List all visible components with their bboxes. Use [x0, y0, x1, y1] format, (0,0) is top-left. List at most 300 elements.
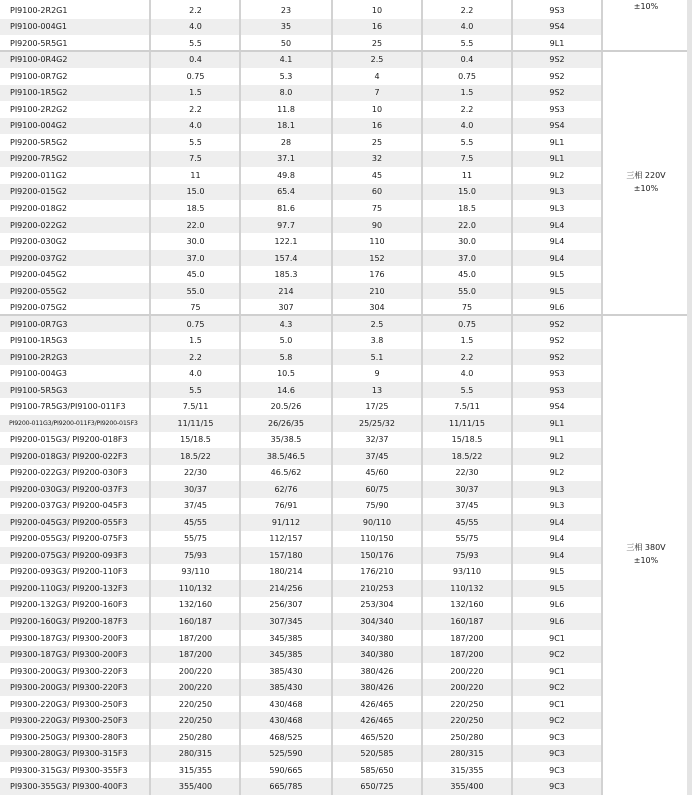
frame-cell: 9L4 — [549, 550, 565, 560]
power-cell: 5.5 — [189, 38, 202, 48]
frame-cell: 9L4 — [549, 237, 565, 247]
input-current-cell: 35 — [280, 22, 292, 32]
output-current-cell: 426/465 — [360, 716, 394, 726]
output-current-cell: 4 — [374, 71, 380, 81]
output-current-cell: 7 — [374, 88, 380, 98]
motor-power-cell: 280/315 — [450, 749, 484, 759]
power-cell: 18.5 — [186, 203, 205, 213]
frame-cell: 9S2 — [549, 319, 565, 329]
output-current-cell: 16 — [371, 22, 383, 32]
power-cell: 0.75 — [186, 319, 205, 329]
output-current-cell: 45 — [371, 170, 383, 180]
tolerance-label: ±10% — [633, 2, 659, 11]
frame-cell: 9L4 — [549, 220, 565, 230]
frame-cell: 9L6 — [549, 303, 565, 313]
output-current-cell: 380/426 — [360, 683, 394, 693]
motor-power-cell: 5.5 — [460, 137, 474, 147]
frame-cell: 9L4 — [549, 253, 565, 263]
model-cell: PI9300-200G3/ PI9300-220F3 — [10, 683, 128, 693]
frame-cell: 9S4 — [549, 22, 565, 32]
input-current-cell: 214/256 — [269, 583, 303, 593]
input-current-cell: 385/430 — [269, 666, 303, 676]
power-cell: 187/200 — [178, 650, 213, 660]
input-current-cell: 20.5/26 — [270, 402, 302, 412]
output-current-cell: 25 — [371, 137, 383, 147]
motor-power-cell: 200/220 — [450, 666, 484, 676]
motor-power-cell: 0.4 — [460, 55, 474, 65]
output-current-cell: 25 — [371, 38, 383, 48]
input-current-cell: 307/345 — [269, 616, 303, 626]
power-cell: 4.0 — [189, 121, 202, 131]
model-cell: PI9200-037G2 — [10, 253, 67, 263]
motor-power-cell: 5.5 — [460, 385, 474, 395]
power-cell: 37.0 — [186, 253, 205, 263]
frame-cell: 9S2 — [549, 88, 565, 98]
frame-cell: 9L5 — [549, 270, 565, 280]
column-divider — [421, 0, 423, 795]
frame-cell: 9C3 — [549, 749, 565, 759]
frame-cell: 9S2 — [549, 336, 565, 346]
power-cell: 7.5/11 — [182, 402, 209, 412]
power-cell: 4.0 — [189, 369, 202, 379]
input-current-cell: 46.5/62 — [270, 468, 302, 478]
model-cell: PI9100-0R7G3 — [10, 319, 68, 329]
output-current-cell: 37/45 — [365, 451, 389, 461]
power-cell: 75 — [190, 303, 201, 313]
input-current-cell: 26/26/35 — [268, 418, 304, 428]
group-divider — [0, 314, 692, 316]
model-cell: PI9100-2R2G3 — [10, 352, 68, 362]
frame-cell: 9L3 — [549, 187, 565, 197]
motor-power-cell: 18.5 — [458, 203, 476, 213]
motor-power-cell: 30.0 — [458, 237, 476, 247]
output-current-cell: 10 — [371, 5, 383, 15]
power-cell: 55/75 — [183, 534, 208, 544]
frame-cell: 9L4 — [549, 534, 565, 544]
power-cell: 220/250 — [178, 716, 213, 726]
model-cell: PI9200-011G3/PI9200-011F3/PI9200-015F3 — [9, 419, 138, 427]
power-cell: 45/55 — [183, 517, 208, 527]
motor-power-cell: 30/37 — [455, 484, 479, 494]
input-current-cell: 180/214 — [269, 567, 303, 577]
model-cell: PI9200-015G3/ PI9200-018F3 — [10, 435, 128, 445]
power-cell: 7.5 — [189, 154, 202, 164]
model-cell: PI9200-7R5G2 — [10, 154, 68, 164]
input-current-cell: 157/180 — [269, 550, 303, 560]
power-cell: 45.0 — [186, 270, 205, 280]
power-cell: 15/18.5 — [180, 435, 211, 445]
input-current-cell: 62/76 — [274, 484, 298, 494]
model-cell: PI9100-2R2G1 — [10, 5, 68, 15]
power-cell: 0.75 — [186, 71, 205, 81]
frame-cell: 9L5 — [549, 583, 565, 593]
model-cell: PI9200-045G2 — [10, 270, 67, 280]
motor-power-cell: 187/200 — [450, 650, 484, 660]
model-cell: PI9100-0R7G2 — [10, 71, 68, 81]
frame-cell: 9L3 — [549, 203, 565, 213]
input-current-cell: 430/468 — [269, 699, 303, 709]
power-cell: 11/11/15 — [177, 418, 214, 428]
frame-cell: 9L3 — [549, 501, 565, 511]
motor-power-cell: 2.2 — [460, 352, 474, 362]
input-current-cell: 4.3 — [279, 319, 293, 329]
model-cell: PI9200-037G3/ PI9200-045F3 — [10, 501, 128, 511]
frame-cell: 9L2 — [549, 451, 565, 461]
power-cell: 187/200 — [178, 633, 213, 643]
motor-power-cell: 45/55 — [455, 517, 479, 527]
model-cell: PI9100-7R5G3/PI9100-011F3 — [10, 402, 126, 412]
output-current-cell: 110 — [369, 237, 385, 247]
input-current-cell: 5.8 — [279, 352, 293, 362]
output-current-cell: 2.5 — [370, 319, 384, 329]
output-current-cell: 380/426 — [360, 666, 394, 676]
power-cell: 55.0 — [186, 286, 205, 296]
input-current-cell: 23 — [280, 5, 292, 15]
model-cell: PI9100-1R5G2 — [10, 88, 68, 98]
frame-cell: 9C3 — [549, 732, 565, 742]
power-cell: 250/280 — [178, 732, 213, 742]
group-divider — [0, 50, 692, 52]
output-current-cell: 340/380 — [360, 633, 394, 643]
model-cell: PI9200-030G3/ PI9200-037F3 — [10, 484, 128, 494]
model-cell: PI9200-5R5G1 — [10, 38, 68, 48]
input-current-cell: 97.7 — [277, 220, 295, 230]
frame-cell: 9L1 — [549, 435, 565, 445]
frame-cell: 9C1 — [549, 666, 565, 676]
frame-cell: 9S3 — [549, 369, 565, 379]
input-current-cell: 122.1 — [274, 237, 298, 247]
frame-cell: 9S3 — [549, 385, 565, 395]
model-cell: PI9300-315G3/ PI9300-355F3 — [10, 765, 128, 775]
frame-cell: 9C1 — [549, 699, 565, 709]
power-cell: 160/187 — [178, 616, 213, 626]
output-current-cell: 253/304 — [360, 600, 394, 610]
model-cell: PI9200-055G3/ PI9200-075F3 — [10, 534, 128, 544]
model-cell: PI9100-004G1 — [10, 22, 67, 32]
input-current-cell: 345/385 — [269, 650, 303, 660]
input-current-cell: 4.1 — [279, 55, 293, 65]
model-cell: PI9100-0R4G2 — [10, 55, 68, 65]
frame-cell: 9S3 — [549, 5, 565, 15]
motor-power-cell: 22.0 — [458, 220, 476, 230]
output-current-cell: 650/725 — [360, 782, 394, 792]
frame-cell: 9C2 — [549, 683, 565, 693]
model-cell: PI9100-1R5G3 — [10, 336, 68, 346]
motor-power-cell: 1.5 — [460, 88, 474, 98]
input-current-cell: 112/157 — [269, 534, 303, 544]
power-cell: 93/110 — [181, 567, 210, 577]
frame-cell: 9L2 — [549, 170, 565, 180]
input-current-cell: 35/38.5 — [270, 435, 302, 445]
frame-cell: 9L1 — [549, 38, 565, 48]
model-cell: PI9200-055G2 — [10, 286, 67, 296]
power-cell: 1.5 — [189, 88, 202, 98]
model-cell: PI9300-250G3/ PI9300-280F3 — [10, 732, 128, 742]
power-cell: 2.2 — [189, 5, 202, 15]
input-current-cell: 91/112 — [271, 517, 301, 527]
model-cell: PI9300-220G3/ PI9300-250F3 — [10, 699, 128, 709]
model-cell: PI9300-187G3/ PI9300-200F3 — [10, 650, 128, 660]
motor-power-cell: 7.5/11 — [454, 402, 480, 412]
output-current-cell: 17/25 — [365, 402, 389, 412]
frame-cell: 9L4 — [549, 517, 565, 527]
input-current-cell: 5.0 — [279, 336, 293, 346]
motor-power-cell: 37/45 — [455, 501, 479, 511]
frame-cell: 9L1 — [549, 137, 565, 147]
power-cell: 200/220 — [178, 683, 213, 693]
power-cell: 220/250 — [178, 699, 213, 709]
input-current-cell: 18.1 — [277, 121, 295, 131]
motor-power-cell: 75 — [461, 303, 473, 313]
frame-cell: 9L6 — [549, 600, 565, 610]
column-divider — [149, 0, 151, 795]
motor-power-cell: 220/250 — [450, 699, 484, 709]
output-current-cell: 10 — [371, 104, 383, 114]
power-cell: 1.5 — [189, 336, 202, 346]
input-current-cell: 76/91 — [274, 501, 298, 511]
output-current-cell: 520/585 — [360, 749, 394, 759]
output-current-cell: 2.5 — [370, 55, 384, 65]
input-current-cell: 38.5/46.5 — [266, 451, 306, 461]
input-current-cell: 81.6 — [277, 203, 295, 213]
frame-cell: 9C2 — [549, 716, 565, 726]
motor-power-cell: 11 — [461, 170, 473, 180]
frame-cell: 9S2 — [549, 55, 565, 65]
frame-cell: 9L6 — [549, 616, 565, 626]
model-cell: PI9300-355G3/ PI9300-400F3 — [10, 782, 128, 792]
power-cell: 5.5 — [189, 385, 202, 395]
input-current-cell: 65.4 — [277, 187, 295, 197]
power-cell: 4.0 — [189, 22, 202, 32]
model-cell: PI9200-110G3/ PI9200-132F3 — [10, 583, 128, 593]
power-cell: 132/160 — [178, 600, 213, 610]
model-cell: PI9100-004G3 — [10, 369, 67, 379]
frame-cell: 9C2 — [549, 650, 565, 660]
output-current-cell: 60 — [371, 187, 383, 197]
power-cell: 2.2 — [189, 104, 202, 114]
output-current-cell: 45/60 — [365, 468, 389, 478]
output-current-cell: 75/90 — [365, 501, 389, 511]
frame-cell: 9C3 — [549, 765, 565, 775]
power-cell: 11 — [190, 170, 201, 180]
column-divider — [239, 0, 241, 795]
model-cell: PI9300-200G3/ PI9300-220F3 — [10, 666, 128, 676]
power-cell: 18.5/22 — [180, 451, 211, 461]
frame-cell: 9L5 — [549, 567, 565, 577]
power-cell: 315/355 — [178, 765, 213, 775]
output-current-cell: 90/110 — [362, 517, 392, 527]
power-cell: 200/220 — [178, 666, 213, 676]
power-cell: 30/37 — [183, 484, 208, 494]
motor-power-cell: 37.0 — [458, 253, 476, 263]
frame-cell: 9L5 — [549, 286, 565, 296]
power-cell: 280/315 — [178, 749, 213, 759]
tolerance-label: ±10% — [633, 555, 659, 565]
motor-power-cell: 7.5 — [460, 154, 474, 164]
motor-power-cell: 75/93 — [455, 550, 479, 560]
power-cell: 75/93 — [183, 550, 208, 560]
voltage-group-label — [605, 51, 687, 314]
motor-power-cell: 2.2 — [460, 5, 474, 15]
output-current-cell: 210 — [369, 286, 385, 296]
motor-power-cell: 187/200 — [450, 633, 484, 643]
motor-power-cell: 0.75 — [458, 71, 476, 81]
motor-power-cell: 0.75 — [458, 319, 476, 329]
output-current-cell: 152 — [369, 253, 385, 263]
motor-power-cell: 15.0 — [458, 187, 476, 197]
input-current-cell: 10.5 — [277, 369, 295, 379]
input-current-cell: 468/525 — [269, 732, 303, 742]
right-border — [687, 0, 692, 795]
frame-cell: 9L3 — [549, 484, 565, 494]
power-cell: 37/45 — [183, 501, 208, 511]
model-cell: PI9200-132G3/ PI9200-160F3 — [10, 600, 128, 610]
motor-power-cell: 2.2 — [460, 104, 474, 114]
power-cell: 22.0 — [186, 220, 205, 230]
input-current-cell: 5.3 — [279, 71, 293, 81]
output-current-cell: 465/520 — [360, 732, 394, 742]
input-current-cell: 430/468 — [269, 716, 303, 726]
motor-power-cell: 93/110 — [452, 567, 482, 577]
model-cell: PI9200-093G3/ PI9200-110F3 — [10, 567, 128, 577]
voltage-group-label — [605, 0, 687, 50]
output-current-cell: 176 — [369, 270, 385, 280]
output-current-cell: 9 — [374, 369, 380, 379]
tolerance-label: ±10% — [633, 184, 659, 194]
column-divider — [511, 0, 513, 795]
motor-power-cell: 110/132 — [450, 583, 484, 593]
model-cell: PI9200-5R5G2 — [10, 137, 68, 147]
frame-cell: 9S3 — [549, 104, 565, 114]
model-cell: PI9200-022G2 — [10, 220, 67, 230]
motor-power-cell: 11/11/15 — [449, 418, 485, 428]
model-cell: PI9200-018G2 — [10, 203, 67, 213]
input-current-cell: 214 — [278, 286, 294, 296]
input-current-cell: 525/590 — [269, 749, 303, 759]
motor-power-cell: 55/75 — [455, 534, 479, 544]
output-current-cell: 25/25/32 — [359, 418, 395, 428]
motor-power-cell: 1.5 — [460, 336, 474, 346]
input-current-cell: 345/385 — [269, 633, 303, 643]
input-current-cell: 590/665 — [269, 765, 303, 775]
model-cell: PI9300-220G3/ PI9300-250F3 — [10, 716, 128, 726]
output-current-cell: 304 — [369, 303, 385, 313]
output-current-cell: 3.8 — [370, 336, 384, 346]
motor-power-cell: 15/18.5 — [451, 435, 483, 445]
motor-power-cell: 55.0 — [458, 286, 476, 296]
motor-power-cell: 220/250 — [450, 716, 484, 726]
frame-cell: 9S4 — [549, 121, 565, 131]
frame-cell: 9C1 — [549, 633, 565, 643]
model-cell: PI9200-022G3/ PI9200-030F3 — [10, 468, 128, 478]
model-cell: PI9300-187G3/ PI9300-200F3 — [10, 633, 128, 643]
input-current-cell: 256/307 — [269, 600, 303, 610]
output-current-cell: 16 — [371, 121, 383, 131]
model-cell: PI9200-018G3/ PI9200-022F3 — [10, 451, 128, 461]
motor-power-cell: 45.0 — [458, 270, 476, 280]
input-current-cell: 8.0 — [279, 88, 293, 98]
output-current-cell: 32 — [371, 154, 383, 164]
output-current-cell: 60/75 — [365, 484, 389, 494]
frame-cell: 9C3 — [549, 782, 565, 792]
input-current-cell: 307 — [278, 303, 294, 313]
output-current-cell: 90 — [371, 220, 383, 230]
power-cell: 355/400 — [178, 782, 213, 792]
motor-power-cell: 355/400 — [450, 782, 484, 792]
column-divider — [331, 0, 333, 795]
output-current-cell: 13 — [371, 385, 383, 395]
output-current-cell: 5.1 — [370, 352, 384, 362]
voltage-group-label — [605, 315, 687, 793]
motor-power-cell: 4.0 — [460, 121, 474, 131]
power-cell: 30.0 — [186, 237, 205, 247]
model-cell: PI9100-5R5G3 — [10, 385, 68, 395]
motor-power-cell: 22/30 — [455, 468, 479, 478]
frame-cell: 9S4 — [549, 402, 565, 412]
frame-cell: 9L1 — [549, 154, 565, 164]
frame-cell: 9L1 — [549, 418, 565, 428]
output-current-cell: 110/150 — [360, 534, 394, 544]
input-current-cell: 11.8 — [277, 104, 295, 114]
model-cell: PI9100-004G2 — [10, 121, 67, 131]
input-current-cell: 37.1 — [277, 154, 295, 164]
motor-power-cell: 4.0 — [460, 369, 474, 379]
input-current-cell: 665/785 — [269, 782, 303, 792]
motor-power-cell: 5.5 — [460, 38, 474, 48]
power-cell: 5.5 — [189, 137, 202, 147]
frame-cell: 9L2 — [549, 468, 565, 478]
column-divider — [601, 0, 603, 795]
input-current-cell: 49.8 — [277, 170, 295, 180]
power-cell: 110/132 — [178, 583, 213, 593]
power-cell: 22/30 — [183, 468, 208, 478]
power-cell: 2.2 — [189, 352, 202, 362]
model-cell: PI9200-075G2 — [10, 303, 67, 313]
output-current-cell: 340/380 — [360, 650, 394, 660]
frame-cell: 9S2 — [549, 352, 565, 362]
model-cell: PI9300-280G3/ PI9300-315F3 — [10, 749, 128, 759]
output-current-cell: 426/465 — [360, 699, 394, 709]
motor-power-cell: 160/187 — [450, 616, 484, 626]
model-cell: PI9100-2R2G2 — [10, 104, 68, 114]
voltage-label: 三相 220V — [626, 171, 666, 181]
power-cell: 15.0 — [186, 187, 205, 197]
motor-power-cell: 315/355 — [450, 765, 484, 775]
power-cell: 0.4 — [189, 55, 202, 65]
frame-cell: 9S2 — [549, 71, 565, 81]
voltage-label: 三相 380V — [626, 542, 666, 552]
output-current-cell: 585/650 — [360, 765, 394, 775]
input-current-cell: 14.6 — [277, 385, 295, 395]
motor-power-cell: 250/280 — [450, 732, 484, 742]
input-current-cell: 157.4 — [274, 253, 298, 263]
output-current-cell: 176/210 — [360, 567, 394, 577]
output-current-cell: 304/340 — [360, 616, 394, 626]
input-current-cell: 28 — [280, 137, 292, 147]
motor-power-cell: 4.0 — [460, 22, 474, 32]
model-cell: PI9200-011G2 — [10, 170, 67, 180]
output-current-cell: 32/37 — [365, 435, 389, 445]
model-cell: PI9200-030G2 — [10, 237, 67, 247]
motor-power-cell: 18.5/22 — [451, 451, 483, 461]
output-current-cell: 150/176 — [360, 550, 394, 560]
input-current-cell: 50 — [280, 38, 292, 48]
model-cell: PI9200-015G2 — [10, 187, 67, 197]
input-current-cell: 385/430 — [269, 683, 303, 693]
model-cell: PI9200-075G3/ PI9200-093F3 — [10, 550, 128, 560]
model-cell: PI9200-045G3/ PI9200-055F3 — [10, 517, 128, 527]
input-current-cell: 185.3 — [274, 270, 298, 280]
